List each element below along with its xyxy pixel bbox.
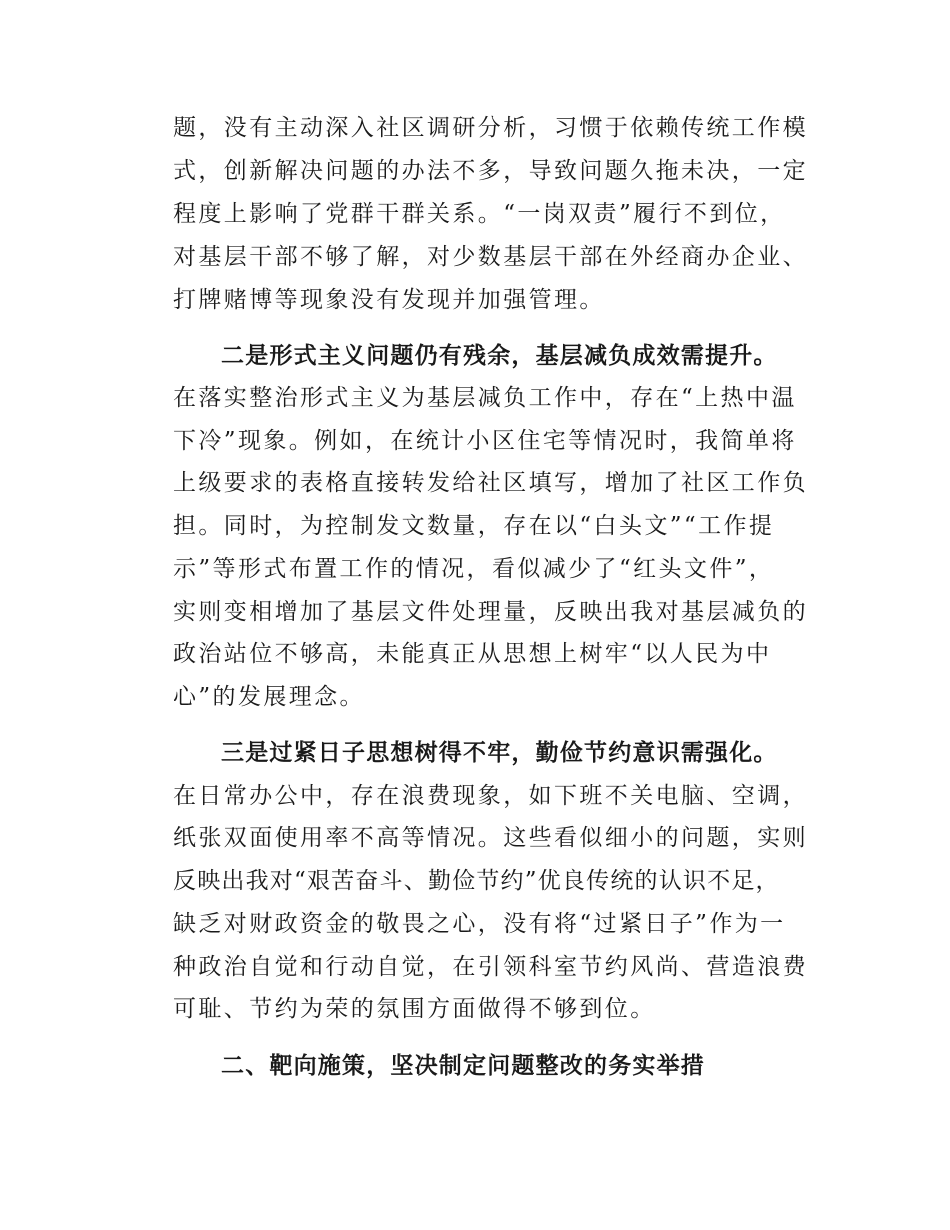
paragraph-line: 程度上影响了党群干群关系。“一岗双责”履行不到位，	[173, 201, 786, 227]
paragraph-line: 在落实整治形式主义为基层减负工作中，存在“上热中温	[173, 385, 797, 411]
paragraph-line: 种政治自觉和行动自觉，在引领科室节约风尚、营造浪费	[173, 954, 808, 980]
paragraph-line: 式，创新解决问题的办法不多，导致问题久拖未决，一定	[173, 158, 808, 184]
paragraph-line: 打牌赌博等现象没有发现并加强管理。	[173, 287, 605, 313]
paragraph-line: 上级要求的表格直接转发给社区填写，增加了社区工作负	[173, 470, 808, 496]
paragraph-line: 纸张双面使用率不高等情况。这些看似细小的问题，实则	[173, 825, 808, 851]
paragraph-line: 可耻、节约为荣的氛围方面做得不够到位。	[173, 996, 656, 1022]
paragraph-line: 政治站位不够高，未能真正从思想上树牢“以人民为中	[173, 641, 772, 667]
paragraph-line: 对基层干部不够了解，对少数基层干部在外经商办企业、	[173, 244, 808, 270]
paragraph-line: 下冷”现象。例如，在统计小区住宅等情况时，我简单将	[173, 428, 797, 454]
paragraph-line: 示”等形式布置工作的情况，看似减少了“红头文件”，	[173, 556, 775, 582]
paragraph-line: 担。同时，为控制发文数量，存在以“白头文”“工作提	[173, 513, 775, 539]
chapter-heading: 二、靶向施策，坚决制定问题整改的务实举措	[221, 1053, 705, 1079]
section-heading-formalism: 二是形式主义问题仍有残余，基层减负成效需提升。	[221, 343, 778, 369]
paragraph-line: 反映出我对“艰苦奋斗、勤俭节约”优良传统的认识不足，	[173, 868, 780, 894]
section-heading-frugality: 三是过紧日子思想树得不牢，勤俭节约意识需强化。	[221, 740, 778, 766]
paragraph-line: 在日常办公中，存在浪费现象，如下班不关电脑、空调，	[173, 783, 808, 809]
paragraph-line: 缺乏对财政资金的敬畏之心，没有将“过紧日子”作为一	[173, 911, 786, 937]
paragraph-line: 实则变相增加了基层文件处理量，反映出我对基层减负的	[173, 599, 808, 625]
paragraph-line: 题，没有主动深入社区调研分析，习惯于依赖传统工作模	[173, 115, 808, 141]
paragraph-line: 心”的发展理念。	[173, 684, 365, 710]
